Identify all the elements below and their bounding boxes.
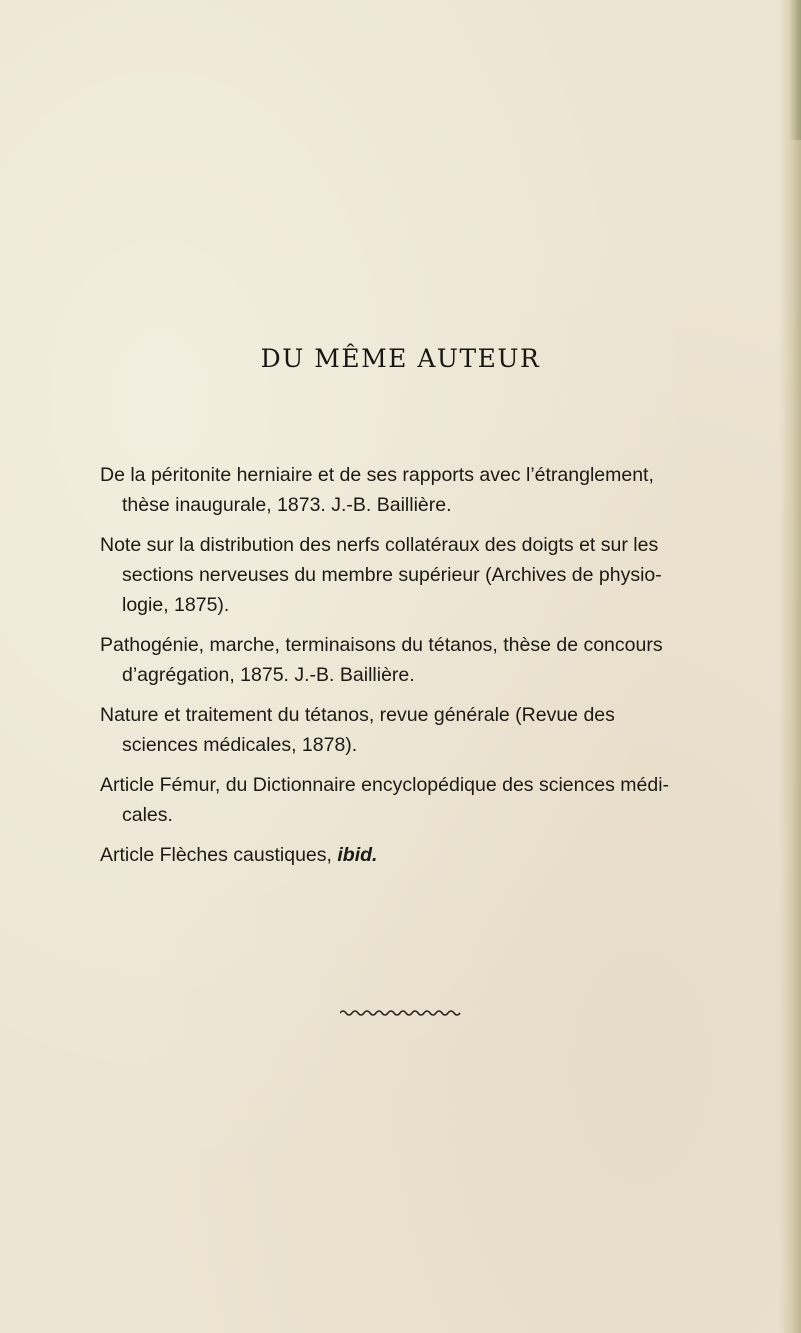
bibliography-entry-3: Pathogénie, marche, terminaisons du tétanos, thèse de concours d’agrégation, 1875. J.-B. Baillière. [100, 634, 663, 686]
wavy-rule-ornament [340, 1008, 462, 1018]
section-heading: DU MÊME AUTEUR [260, 344, 541, 373]
bibliography-list [100, 460, 680, 880]
bibliography-entry-5: Article Fémur, du Dictionnaire encyclopédique des sciences médi-cales. [100, 774, 670, 826]
page-edge-stain [789, 0, 801, 140]
bibliography-entry-6 [100, 840, 680, 870]
page-edge-shadow [779, 0, 801, 1333]
bibliography-entry-6-ibid: ibid. [337, 844, 378, 866]
bibliography-entry-2: Note sur la distribution des nerfs collatéraux des doigts et sur les sections nerveuses du membre supérieur (Archives de physio-logie, 1875). [100, 534, 662, 616]
bibliography-entry-4: Nature et traitement du tétanos, revue générale (Revue des sciences médicales, 1878). [100, 704, 615, 756]
bibliography-entry-1: De la péritonite herniaire et de ses rapports avec l’étranglement, thèse inaugurale, 1873. J.-B. Baillière. [100, 464, 654, 516]
bibliography-entry-6-text: Article Flèches caustiques, [100, 844, 338, 866]
